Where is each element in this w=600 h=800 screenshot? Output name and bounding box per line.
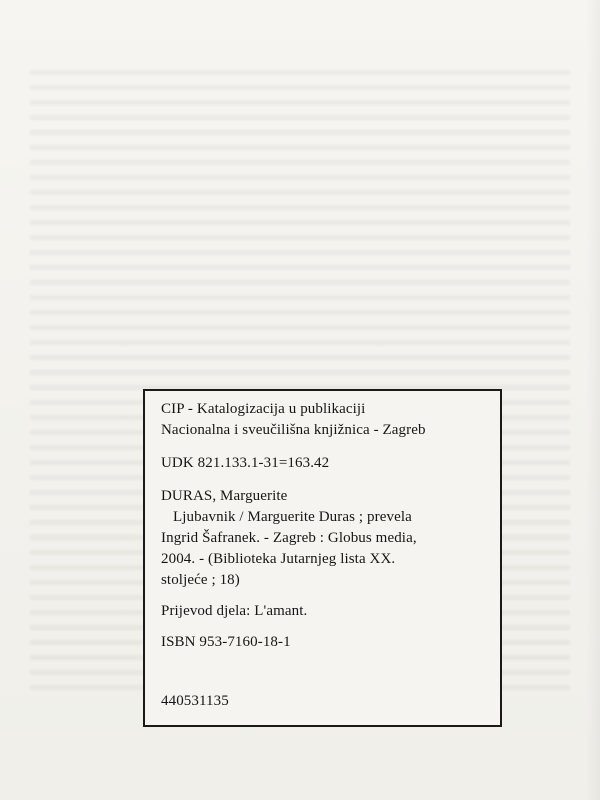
udk-classification: UDK 821.133.1-31=163.42 (161, 455, 330, 471)
record-id: 440531135 (161, 693, 229, 709)
description-line-1: Ljubavnik / Marguerite Duras ; prevela (173, 509, 412, 525)
cip-header-line-1: CIP - Katalogizacija u publikaciji (161, 401, 366, 417)
original-title-note: Prijevod djela: L'amant. (161, 603, 308, 619)
description-line-3: 2004. - (Biblioteka Jutarnjeg lista XX. (161, 551, 396, 567)
author-heading: DURAS, Marguerite (161, 488, 288, 504)
isbn-number: ISBN 953-7160-18-1 (161, 634, 291, 650)
page-edge-shadow (586, 0, 600, 800)
description-line-4: stoljeće ; 18) (161, 572, 240, 588)
description-line-2: Ingrid Šafranek. - Zagreb : Globus media, (161, 530, 417, 546)
cip-record-box (143, 389, 502, 727)
cip-header-line-2: Nacionalna i sveučilišna knjižnica - Zagreb (161, 422, 426, 438)
